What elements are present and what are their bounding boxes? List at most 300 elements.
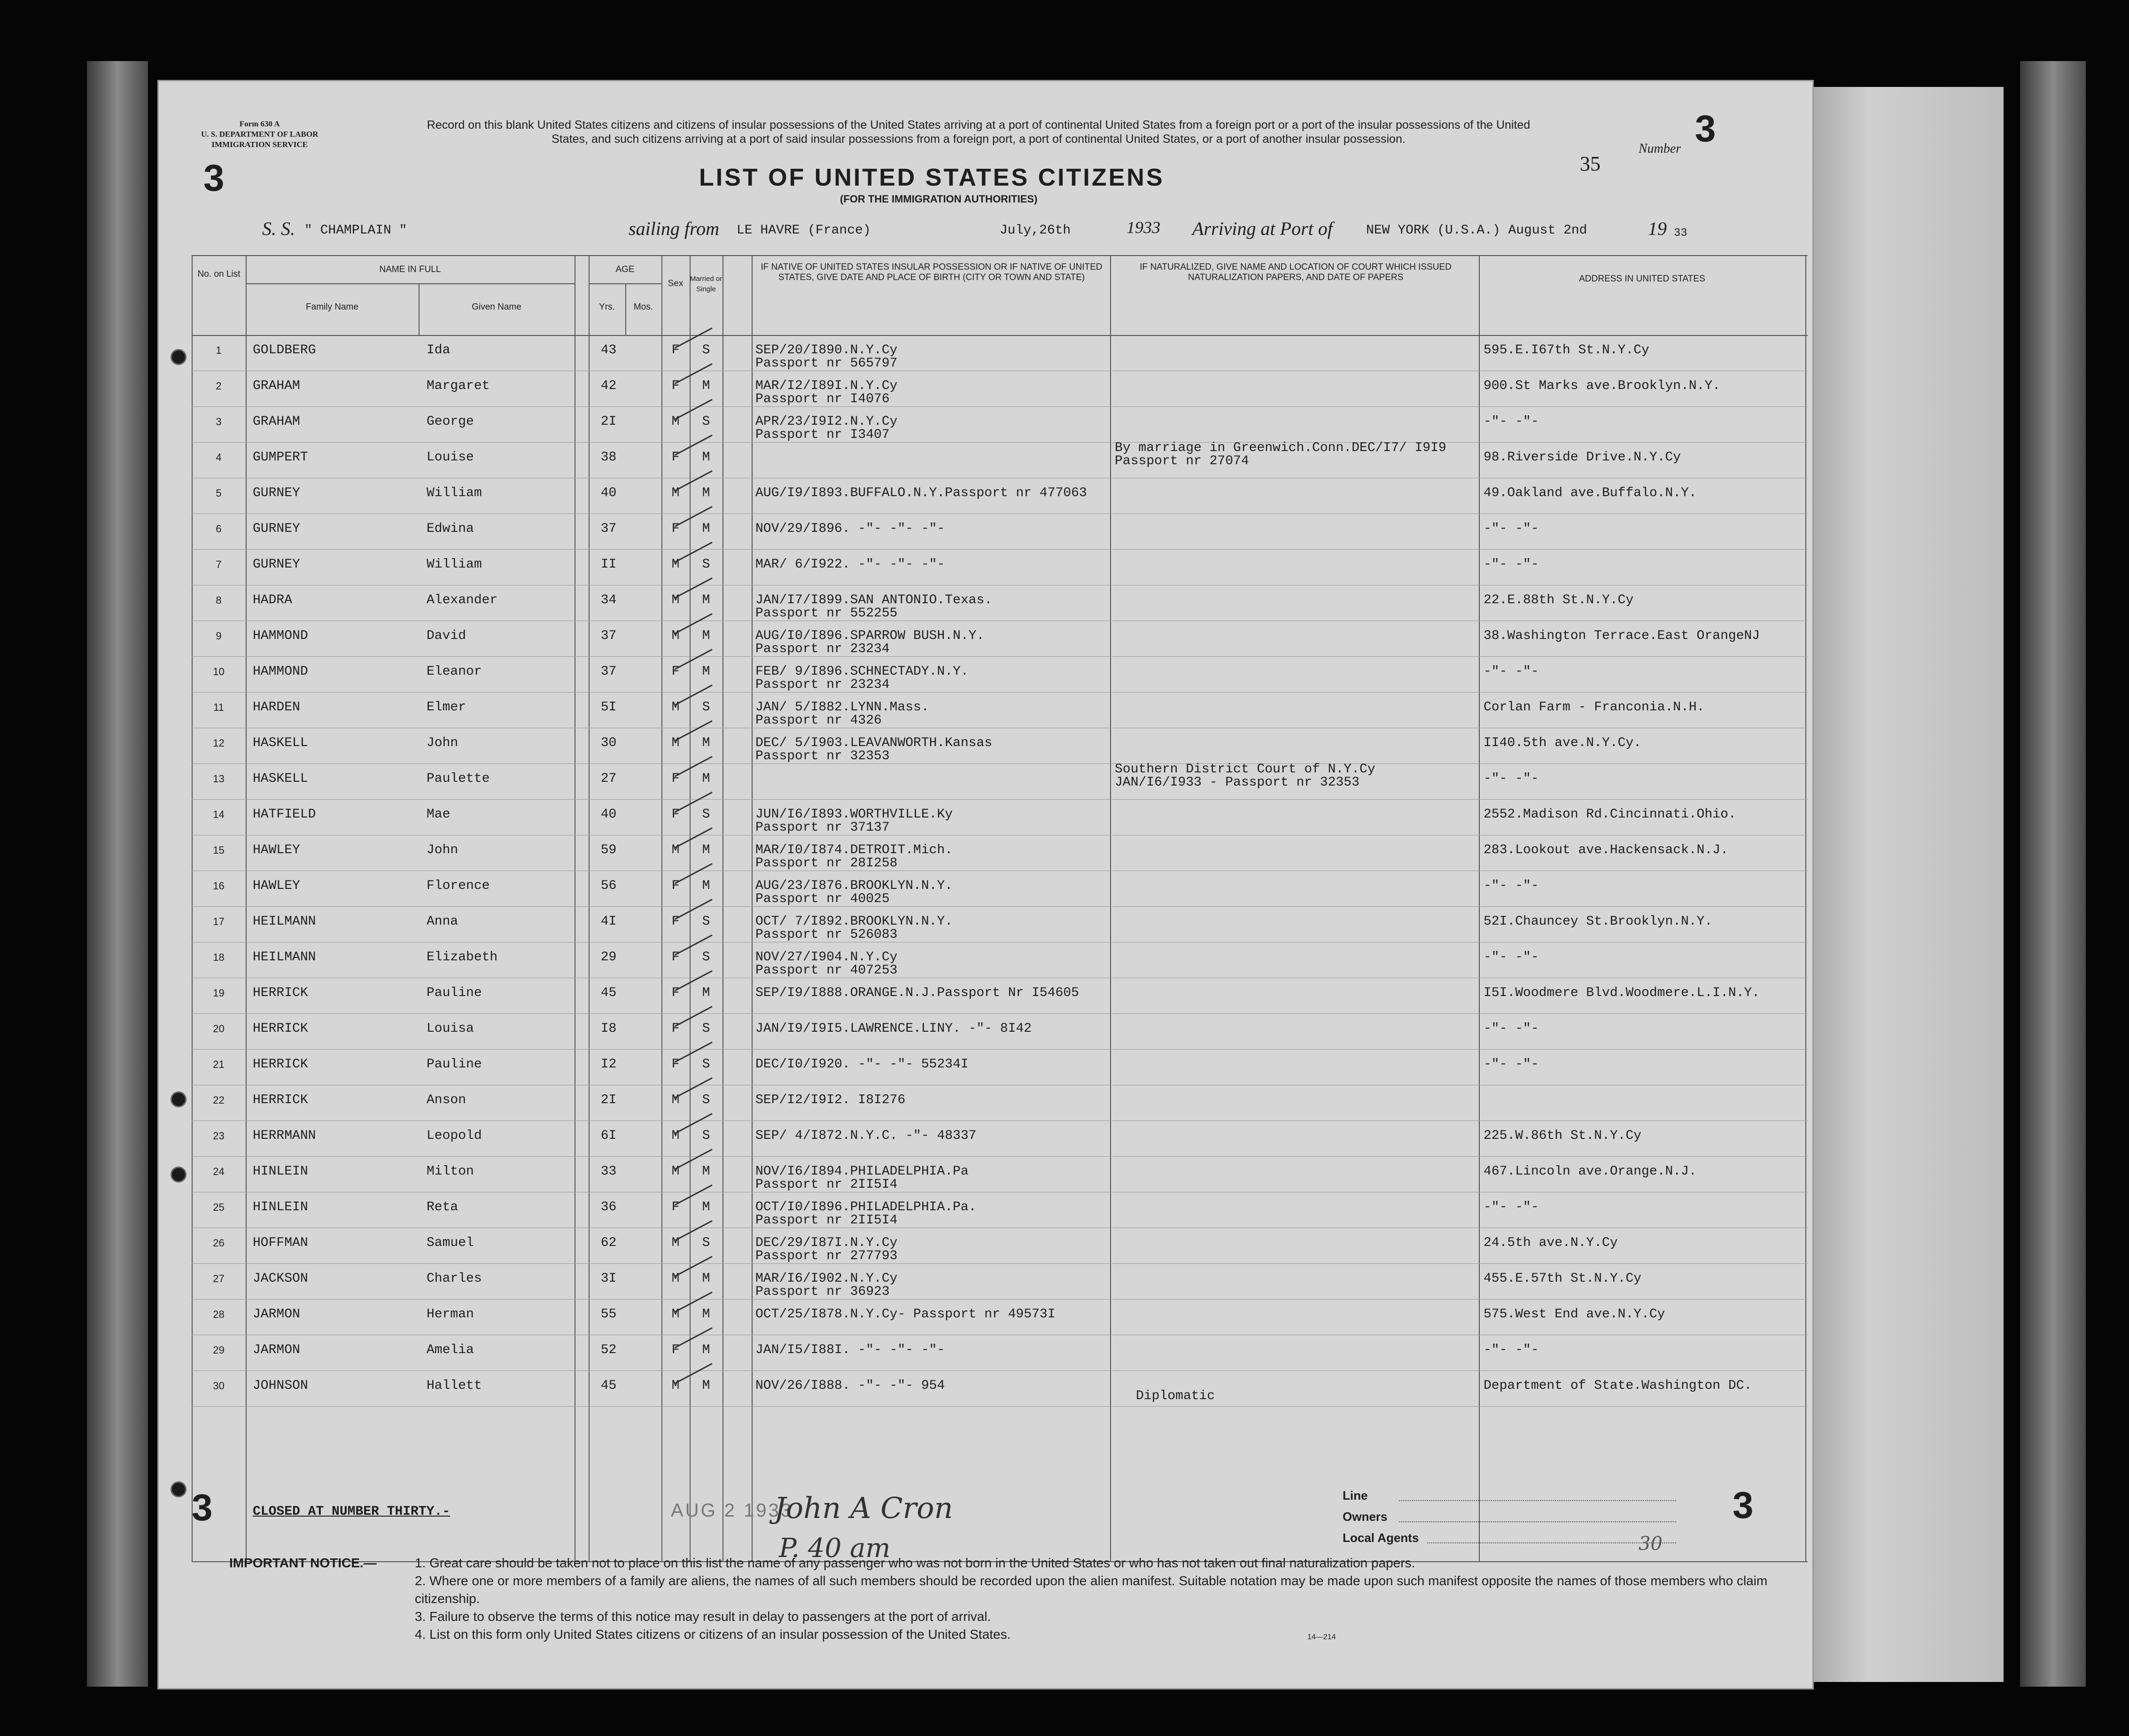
check-mark bbox=[675, 1363, 723, 1405]
check-mark bbox=[675, 1184, 723, 1226]
check-mark bbox=[675, 1113, 723, 1155]
given-name: John bbox=[427, 843, 458, 857]
row-number: 5 bbox=[216, 487, 222, 499]
address: 900.St Marks ave.Brooklyn.N.Y. bbox=[1484, 379, 1721, 393]
marital-status: M bbox=[702, 1378, 710, 1393]
given-name: Elizabeth bbox=[427, 950, 498, 965]
age-years: 4I bbox=[600, 914, 617, 929]
family-name: JARMON bbox=[253, 1307, 300, 1322]
check-mark bbox=[675, 363, 723, 405]
address: II40.5th ave.N.Y.Cy. bbox=[1484, 736, 1642, 750]
age-years: I8 bbox=[600, 1021, 617, 1036]
row-number: 15 bbox=[213, 844, 225, 856]
family-name: JARMON bbox=[253, 1343, 300, 1357]
birth-line-2: Passport nr 277793 bbox=[755, 1249, 898, 1263]
sex: F bbox=[671, 771, 680, 786]
inspector-signature: John A Cron bbox=[774, 1491, 953, 1525]
birth-line-1: JUN/I6/I893.WORTHVILLE.Ky bbox=[755, 807, 953, 822]
manifest-sheet bbox=[157, 80, 1814, 1689]
sex: M bbox=[671, 700, 680, 715]
family-name: HAWLEY bbox=[253, 843, 300, 857]
address: 283.Lookout ave.Hackensack.N.J. bbox=[1484, 843, 1728, 857]
check-mark bbox=[675, 1077, 723, 1119]
sex: M bbox=[671, 1236, 680, 1250]
header-name-in-full: NAME IN FULL bbox=[379, 265, 441, 274]
given-name: Charles bbox=[427, 1271, 482, 1286]
age-years: 42 bbox=[600, 379, 617, 393]
address: -"- -"- bbox=[1484, 1057, 1539, 1072]
marital-status: S bbox=[702, 557, 710, 572]
given-name: Mae bbox=[427, 807, 451, 822]
row-number: 2 bbox=[216, 380, 222, 392]
sex: F bbox=[671, 1200, 680, 1214]
row-number: 18 bbox=[213, 951, 225, 963]
check-mark bbox=[675, 506, 723, 548]
marital-status: S bbox=[702, 1093, 710, 1107]
address: 22.E.88th St.N.Y.Cy bbox=[1484, 593, 1634, 607]
age-years: 29 bbox=[600, 950, 617, 965]
check-mark bbox=[675, 649, 723, 691]
row-number: 29 bbox=[213, 1344, 225, 1356]
birth-line-1: NOV/26/I888. -"- -"- 954 bbox=[755, 1378, 945, 1393]
sex: M bbox=[671, 557, 680, 572]
closing-note: CLOSED AT NUMBER THIRTY.- bbox=[253, 1504, 451, 1519]
address: Department of State.Washington DC. bbox=[1484, 1378, 1752, 1393]
sex: F bbox=[671, 343, 680, 358]
header-given-name: Given Name bbox=[472, 302, 521, 312]
given-name: Pauline bbox=[427, 1057, 482, 1072]
age-years: 38 bbox=[600, 450, 617, 465]
sex: M bbox=[671, 843, 680, 857]
line-label: Line bbox=[1343, 1488, 1368, 1502]
row-number: 8 bbox=[216, 594, 222, 606]
notice-item-1: 1. Great care should be taken not to place on this list the name of any passenger who was not born in the United States or who has not taken out final naturalization papers. bbox=[415, 1556, 1415, 1570]
birth-line-2: Passport nr 2II5I4 bbox=[755, 1177, 898, 1192]
age-years: 62 bbox=[600, 1236, 617, 1250]
address: -"- -"- bbox=[1484, 414, 1539, 429]
check-mark bbox=[675, 399, 723, 441]
owners-label: Owners bbox=[1343, 1510, 1388, 1524]
given-name: William bbox=[427, 486, 482, 500]
marital-status: M bbox=[702, 843, 710, 857]
margin-note: 30 bbox=[1639, 1533, 1663, 1555]
marital-status: M bbox=[702, 629, 710, 643]
sex: F bbox=[671, 914, 680, 929]
marital-status: S bbox=[702, 1021, 710, 1036]
sex: F bbox=[671, 1343, 680, 1357]
row-number: 26 bbox=[213, 1237, 225, 1249]
form-number: Form 630 A bbox=[239, 119, 280, 128]
address: -"- -"- bbox=[1484, 1200, 1539, 1214]
birth-line-1: JAN/I5/I88I. -"- -"- -"- bbox=[755, 1343, 945, 1357]
check-mark bbox=[675, 1327, 723, 1369]
birth-line-1: JAN/ 5/I882.LYNN.Mass. bbox=[755, 700, 929, 715]
marital-status: M bbox=[702, 522, 710, 536]
address: -"- -"- bbox=[1484, 950, 1539, 965]
marital-status: M bbox=[702, 486, 710, 500]
header-no: No. on List bbox=[197, 269, 241, 279]
family-name: HERRMANN bbox=[253, 1129, 316, 1143]
family-name: GUMPERT bbox=[253, 450, 308, 465]
age-years: 37 bbox=[600, 629, 617, 643]
address: -"- -"- bbox=[1484, 1343, 1539, 1357]
address: 467.Lincoln ave.Orange.N.J. bbox=[1484, 1164, 1697, 1179]
family-name: HERRICK bbox=[253, 1093, 308, 1107]
given-name: John bbox=[427, 736, 458, 750]
marital-status: M bbox=[702, 450, 710, 465]
punch-hole bbox=[171, 1091, 186, 1107]
row-number: 9 bbox=[216, 630, 222, 642]
row-number: 4 bbox=[216, 452, 222, 463]
check-mark bbox=[675, 435, 723, 476]
ss-label: S. S. bbox=[262, 218, 295, 239]
address: 225.W.86th St.N.Y.Cy bbox=[1484, 1129, 1642, 1143]
check-mark bbox=[675, 1149, 723, 1191]
birth-line-2: Passport nr 40025 bbox=[755, 892, 890, 906]
age-years: I2 bbox=[600, 1057, 617, 1072]
address: 52I.Chauncey St.Brooklyn.N.Y. bbox=[1484, 914, 1713, 929]
birth-line-1: OCT/25/I878.N.Y.Cy- Passport nr 49573I bbox=[755, 1307, 1056, 1322]
sex: M bbox=[671, 1129, 680, 1143]
check-mark bbox=[675, 792, 723, 833]
given-name: Pauline bbox=[427, 986, 482, 1000]
birth-line-1: MAR/ 6/I922. -"- -"- -"- bbox=[755, 557, 945, 572]
family-name: HERRICK bbox=[253, 986, 308, 1000]
sex: M bbox=[671, 486, 680, 500]
address: -"- -"- bbox=[1484, 879, 1539, 893]
department: U. S. DEPARTMENT OF LABOR bbox=[201, 130, 319, 139]
check-mark bbox=[675, 756, 723, 798]
row-number: 30 bbox=[213, 1380, 225, 1392]
birth-line-1: NOV/27/I904.N.Y.Cy bbox=[755, 950, 898, 965]
header-mos: Mos. bbox=[633, 302, 653, 312]
sex: M bbox=[671, 1307, 680, 1322]
row-number: 10 bbox=[213, 666, 225, 677]
age-years: 45 bbox=[600, 1378, 617, 1393]
age-years: 6I bbox=[600, 1129, 617, 1143]
birth-line-2: Passport nr 565797 bbox=[755, 356, 898, 371]
sex: M bbox=[671, 629, 680, 643]
marital-status: M bbox=[702, 986, 710, 1000]
birth-line-2: Passport nr 23234 bbox=[755, 677, 890, 692]
page-title: LIST OF UNITED STATES CITIZENS bbox=[699, 164, 1165, 191]
notice-item-2: 2. Where one or more members of a family are aliens, the names of all such members should be recorded upon the alien manifest. Suitable notation may be made upon such manifest opposite the names of those members who claim citizenship. bbox=[415, 1573, 1768, 1606]
marital-status: S bbox=[702, 1129, 710, 1143]
given-name: Edwina bbox=[427, 522, 474, 536]
age-years: 43 bbox=[600, 343, 617, 358]
birth-line-2: Passport nr 23234 bbox=[755, 642, 890, 656]
birth-note: Diplomatic bbox=[1136, 1389, 1215, 1403]
row-number: 3 bbox=[216, 416, 222, 428]
address: 455.E.57th St.N.Y.Cy bbox=[1484, 1271, 1642, 1286]
birth-line-1: MAR/I6/I902.N.Y.Cy bbox=[755, 1271, 898, 1286]
birth-line-1: DEC/ 5/I903.LEAVANWORTH.Kansas bbox=[755, 736, 993, 750]
marital-status: M bbox=[702, 593, 710, 607]
birth-line-2: Passport nr 2II5I4 bbox=[755, 1213, 898, 1228]
family-name: HEILMANN bbox=[253, 950, 316, 965]
age-years: 33 bbox=[600, 1164, 617, 1179]
sex: F bbox=[671, 664, 680, 679]
naturalization-line-2: Passport nr 27074 bbox=[1115, 454, 1249, 468]
given-name: Louise bbox=[427, 450, 474, 465]
birth-line-2: Passport nr 32353 bbox=[755, 749, 890, 763]
departure-port: LE HAVRE (France) bbox=[737, 223, 871, 238]
given-name: Eleanor bbox=[427, 664, 482, 679]
given-name: Herman bbox=[427, 1307, 474, 1322]
birth-line-1: NOV/I6/I894.PHILADELPHIA.Pa bbox=[755, 1164, 969, 1179]
date-stamp: AUG 2 1933 bbox=[671, 1500, 793, 1521]
marital-status: S bbox=[702, 807, 710, 822]
age-years: 5I bbox=[600, 700, 617, 715]
row-number: 25 bbox=[213, 1201, 225, 1213]
check-mark bbox=[675, 1256, 723, 1298]
stamp-number: 35 bbox=[1580, 152, 1601, 175]
family-name: GRAHAM bbox=[253, 379, 300, 393]
row-number: 23 bbox=[213, 1130, 225, 1142]
arriving-label: Arriving at Port of bbox=[1192, 218, 1333, 239]
family-name: GURNEY bbox=[253, 522, 300, 536]
marital-status: S bbox=[702, 700, 710, 715]
given-name: Amelia bbox=[427, 1343, 474, 1357]
sex: M bbox=[671, 593, 680, 607]
address: 595.E.I67th St.N.Y.Cy bbox=[1484, 343, 1649, 358]
birth-line-1: APR/23/I9I2.N.Y.Cy bbox=[755, 414, 898, 429]
arrival-port-date: NEW YORK (U.S.A.) August 2nd bbox=[1366, 223, 1587, 238]
address: 2552.Madison Rd.Cincinnati.Ohio. bbox=[1484, 807, 1736, 822]
row-number: 6 bbox=[216, 523, 222, 535]
birth-line-1: OCT/ 7/I892.BROOKLYN.N.Y. bbox=[755, 914, 953, 929]
row-number: 12 bbox=[213, 737, 225, 749]
age-years: II bbox=[600, 557, 617, 572]
birth-line-1: AUG/23/I876.BROOKLYN.N.Y. bbox=[755, 879, 953, 893]
age-years: 3I bbox=[600, 1271, 617, 1286]
header-address: ADDRESS IN UNITED STATES bbox=[1579, 274, 1705, 284]
naturalization-line-1: Southern District Court of N.Y.Cy bbox=[1115, 762, 1375, 777]
check-mark bbox=[675, 1220, 723, 1262]
given-name: Florence bbox=[427, 879, 490, 893]
left-binding-strip bbox=[87, 61, 148, 1687]
birth-line-2: Passport nr I4076 bbox=[755, 392, 890, 406]
ship-name: " CHAMPLAIN " bbox=[304, 223, 407, 238]
age-years: 34 bbox=[600, 593, 617, 607]
page-number-top-left: 3 bbox=[203, 157, 225, 199]
birth-line-2: Passport nr 37137 bbox=[755, 820, 890, 835]
departure-date: July,26th bbox=[1000, 223, 1071, 238]
age-years: 40 bbox=[600, 486, 617, 500]
birth-line-2: Passport nr 407253 bbox=[755, 963, 898, 978]
check-mark bbox=[675, 934, 723, 976]
header-married-single: Married or Single bbox=[690, 275, 723, 293]
age-years: 55 bbox=[600, 1307, 617, 1322]
row-number: 14 bbox=[213, 809, 225, 820]
age-years: 37 bbox=[600, 664, 617, 679]
sex: M bbox=[671, 736, 680, 750]
header-naturalized: IF NATURALIZED, GIVE NAME AND LOCATION OF COURT WHICH ISSUED NATURALIZATION PAPERS, AND DATE OF PAPERS bbox=[1140, 262, 1452, 282]
birth-line-1: OCT/I0/I896.PHILADELPHIA.Pa. bbox=[755, 1200, 977, 1214]
row-number: 7 bbox=[216, 559, 222, 570]
row-number: 19 bbox=[213, 987, 225, 999]
marital-status: M bbox=[702, 1307, 710, 1322]
address: -"- -"- bbox=[1484, 557, 1539, 572]
given-name: Anson bbox=[427, 1093, 466, 1107]
important-notice bbox=[229, 1554, 1803, 1643]
page-number-bottom-left: 3 bbox=[192, 1487, 213, 1528]
address: -"- -"- bbox=[1484, 1021, 1539, 1036]
family-name: JOHNSON bbox=[253, 1378, 308, 1393]
check-mark bbox=[675, 899, 723, 941]
sex: M bbox=[671, 1271, 680, 1286]
given-name: Elmer bbox=[427, 700, 466, 715]
notice-item-4: 4. List on this form only United States citizens or citizens of an insular possession of the United States. bbox=[415, 1627, 1011, 1642]
birth-line-1: DEC/29/I87I.N.Y.Cy bbox=[755, 1236, 898, 1250]
sex: M bbox=[671, 414, 680, 429]
age-years: 45 bbox=[600, 986, 617, 1000]
age-years: 2I bbox=[600, 414, 617, 429]
birth-line-1: SEP/20/I890.N.Y.Cy bbox=[755, 343, 898, 358]
given-name: Samuel bbox=[427, 1236, 474, 1250]
check-mark bbox=[675, 1292, 723, 1333]
list-number: 3 bbox=[1695, 108, 1716, 149]
row-number: 1 bbox=[216, 344, 222, 356]
birth-line-2: Passport nr 4326 bbox=[755, 713, 882, 728]
family-name: GOLDBERG bbox=[253, 343, 316, 358]
address: Corlan Farm - Franconia.N.H. bbox=[1484, 700, 1705, 715]
given-name: George bbox=[427, 414, 474, 429]
age-years: 30 bbox=[600, 736, 617, 750]
address: -"- -"- bbox=[1484, 522, 1539, 536]
family-name: HOFFMAN bbox=[253, 1236, 308, 1250]
marital-status: S bbox=[702, 914, 710, 929]
family-name: HASKELL bbox=[253, 736, 308, 750]
marital-status: S bbox=[702, 950, 710, 965]
birth-line-1: NOV/29/I896. -"- -"- -"- bbox=[755, 522, 945, 536]
row-number: 13 bbox=[213, 773, 225, 785]
family-name: GRAHAM bbox=[253, 414, 300, 429]
marital-status: S bbox=[702, 1057, 710, 1072]
age-years: 40 bbox=[600, 807, 617, 822]
birth-line-2: Passport nr I3407 bbox=[755, 428, 890, 442]
marital-status: M bbox=[702, 1271, 710, 1286]
given-name: Hallett bbox=[427, 1378, 482, 1393]
check-mark bbox=[675, 613, 723, 655]
year-prefix: 19 bbox=[1648, 218, 1667, 239]
family-name: HAMMOND bbox=[253, 664, 308, 679]
family-name: HAWLEY bbox=[253, 879, 300, 893]
given-name: Ida bbox=[427, 343, 451, 358]
birth-line-1: SEP/I2/I9I2. I8I276 bbox=[755, 1093, 906, 1107]
address: 575.West End ave.N.Y.Cy bbox=[1484, 1307, 1665, 1322]
sex: F bbox=[671, 807, 680, 822]
print-code: 14—214 bbox=[1307, 1633, 1336, 1641]
family-name: HATFIELD bbox=[253, 807, 316, 822]
marital-status: M bbox=[702, 664, 710, 679]
family-name: HINLEIN bbox=[253, 1164, 308, 1179]
birth-line-1: FEB/ 9/I896.SCHNECTADY.N.Y. bbox=[755, 664, 969, 679]
header-age: AGE bbox=[615, 265, 635, 274]
check-mark bbox=[675, 1006, 723, 1048]
intro-text: Record on this blank United States citizens and citizens of insular possessions of the United States arriving at a port of continental United States from a foreign port or a port of the insular possessions of the United States, and such citizens arriving at a port of said insular possessions from a foreign port, a port of continental United States, or a port of another insular possession. bbox=[427, 118, 1531, 146]
sex: F bbox=[671, 950, 680, 965]
sex: F bbox=[671, 379, 680, 393]
marital-status: M bbox=[702, 1164, 710, 1179]
age-years: 56 bbox=[600, 879, 617, 893]
sex: M bbox=[671, 1378, 680, 1393]
family-name: HINLEIN bbox=[253, 1200, 308, 1214]
naturalization-line-2: JAN/I6/I933 - Passport nr 32353 bbox=[1115, 775, 1360, 790]
check-mark bbox=[675, 542, 723, 584]
family-name: HERRICK bbox=[253, 1021, 308, 1036]
birth-line-1: JAN/I7/I899.SAN ANTONIO.Texas. bbox=[755, 593, 993, 607]
sex: F bbox=[671, 879, 680, 893]
row-number: 21 bbox=[213, 1059, 225, 1070]
marital-status: M bbox=[702, 1343, 710, 1357]
sex: M bbox=[671, 1093, 680, 1107]
address: I5I.Woodmere Blvd.Woodmere.L.I.N.Y. bbox=[1484, 986, 1760, 1000]
form-header bbox=[201, 119, 318, 150]
address: 98.Riverside Drive.N.Y.Cy bbox=[1484, 450, 1681, 465]
check-mark bbox=[675, 327, 723, 369]
punch-hole bbox=[171, 349, 186, 365]
marital-status: M bbox=[702, 771, 710, 786]
header-sex: Sex bbox=[668, 279, 684, 288]
birth-line-1: DEC/I0/I920. -"- -"- 55234I bbox=[755, 1057, 969, 1072]
marital-status: M bbox=[702, 1200, 710, 1214]
departure-year: 1933 bbox=[1127, 218, 1160, 237]
birth-line-1: AUG/I0/I896.SPARROW BUSH.N.Y. bbox=[755, 629, 985, 643]
birth-line-2: Passport nr 552255 bbox=[755, 606, 898, 621]
row-number: 11 bbox=[213, 701, 224, 713]
page-subtitle: (FOR THE IMMIGRATION AUTHORITIES) bbox=[840, 193, 1038, 205]
family-name: JACKSON bbox=[253, 1271, 308, 1286]
sex: F bbox=[671, 986, 680, 1000]
family-name: GURNEY bbox=[253, 486, 300, 500]
birth-line-1: SEP/ 4/I872.N.Y.C. -"- 48337 bbox=[755, 1129, 977, 1143]
sailing-from-label: sailing from bbox=[629, 218, 719, 239]
check-mark bbox=[675, 827, 723, 869]
check-mark bbox=[675, 720, 723, 762]
notice-item-3: 3. Failure to observe the terms of this notice may result in delay to passengers at the port of arrival. bbox=[415, 1609, 991, 1624]
age-years: 36 bbox=[600, 1200, 617, 1214]
family-name: HAMMOND bbox=[253, 629, 308, 643]
punch-hole bbox=[171, 1481, 186, 1497]
row-number: 22 bbox=[213, 1094, 225, 1106]
row-number: 24 bbox=[213, 1166, 225, 1177]
naturalization-line-1: By marriage in Greenwich.Conn.DEC/I7/ I9I9 bbox=[1115, 441, 1446, 455]
marital-status: S bbox=[702, 414, 710, 429]
given-name: Milton bbox=[427, 1164, 474, 1179]
sex: F bbox=[671, 450, 680, 465]
sex: F bbox=[671, 522, 680, 536]
age-years: 52 bbox=[600, 1343, 617, 1357]
punch-hole bbox=[171, 1167, 186, 1183]
check-mark bbox=[675, 577, 723, 619]
given-name: Leopold bbox=[427, 1129, 482, 1143]
family-name: HARDEN bbox=[253, 700, 300, 715]
signature-time-note: P. 40 am bbox=[779, 1533, 891, 1564]
sex: M bbox=[671, 1164, 680, 1179]
marital-status: M bbox=[702, 736, 710, 750]
birth-line-1: MAR/I2/I89I.N.Y.Cy bbox=[755, 379, 898, 393]
birth-line-2: Passport nr 36923 bbox=[755, 1284, 890, 1299]
check-mark bbox=[675, 470, 723, 512]
notice-label: IMPORTANT NOTICE.— bbox=[229, 1556, 377, 1570]
given-name: David bbox=[427, 629, 466, 643]
given-name: Paulette bbox=[427, 771, 490, 786]
given-name: Alexander bbox=[427, 593, 498, 607]
family-name: HASKELL bbox=[253, 771, 308, 786]
birth-line-1: MAR/I0/I874.DETROIT.Mich. bbox=[755, 843, 953, 857]
address: 24.5th ave.N.Y.Cy bbox=[1484, 1236, 1618, 1250]
